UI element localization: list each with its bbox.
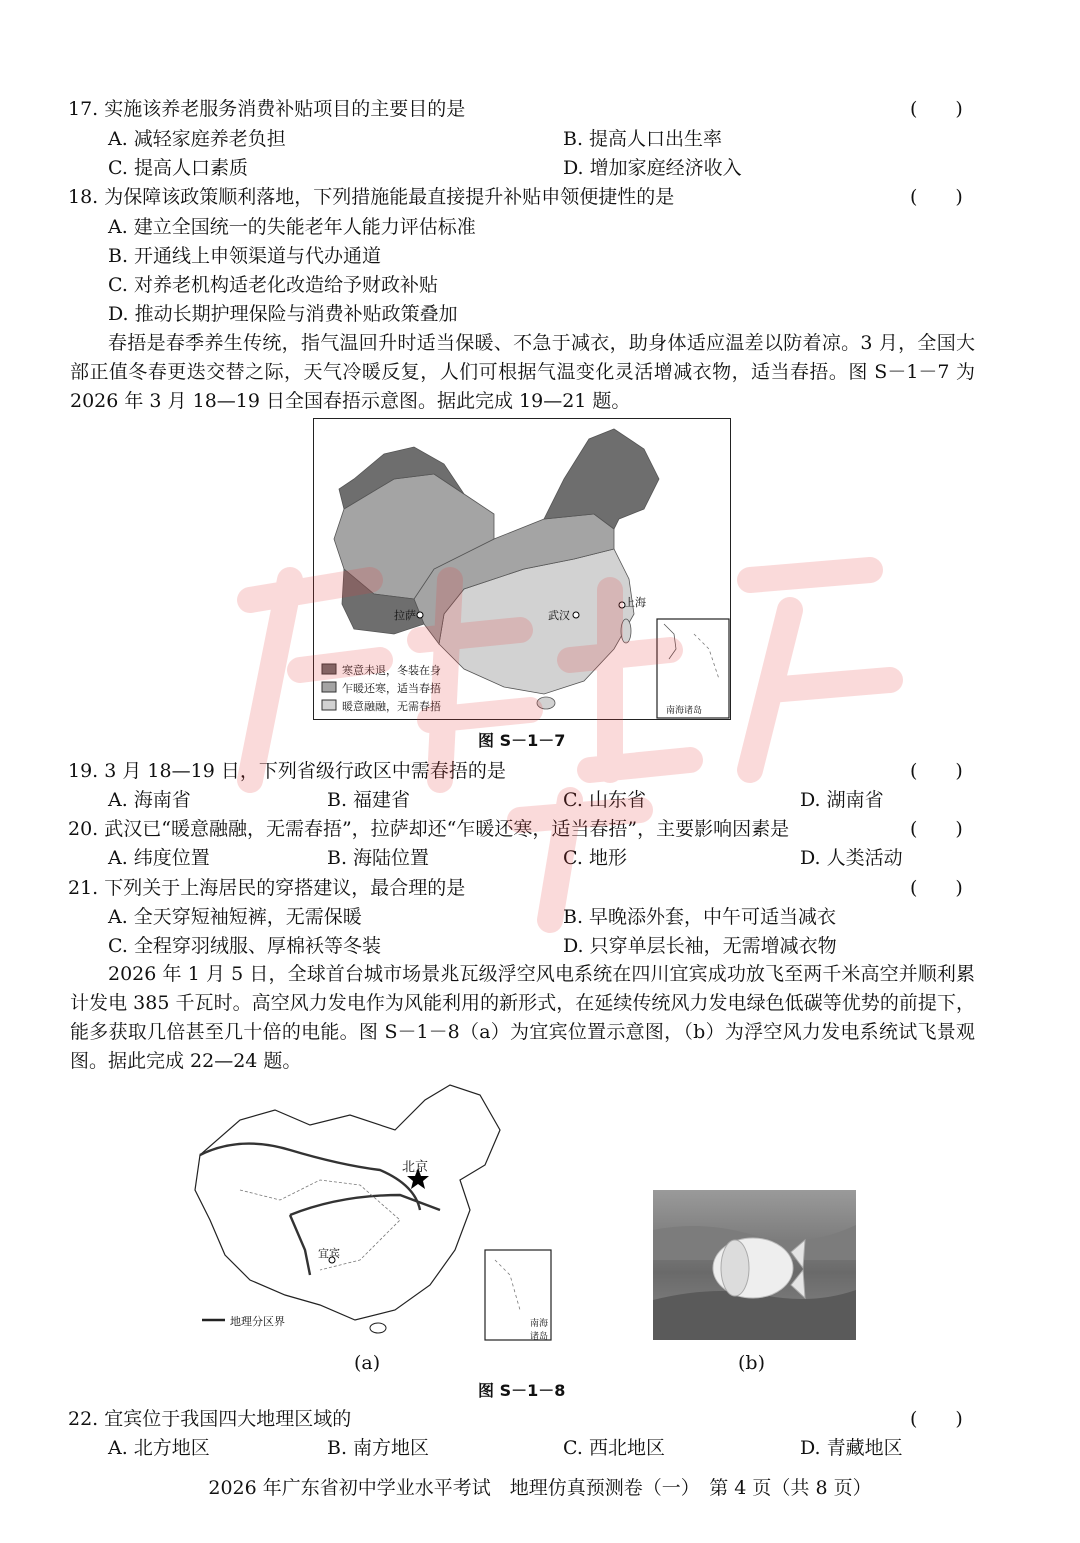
q18-option-b: B. 开通线上申领渠道与代办通道 <box>108 245 382 267</box>
q19-option-c: C. 山东省 <box>563 789 646 811</box>
figure-7-caption: 图 S－1－7 <box>478 731 566 750</box>
map-hainan <box>537 697 555 709</box>
q22-answer-paren: ( ) <box>910 1408 963 1430</box>
figure-8b-label: (b) <box>738 1352 765 1374</box>
legend-mild: 乍暖还寒，适当春捂 <box>342 682 441 695</box>
city-wuhan-dot <box>573 612 579 618</box>
figure-8-caption: 图 S－1－8 <box>478 1381 566 1400</box>
q19-option-d: D. 湖南省 <box>800 789 884 811</box>
turbine-duct <box>721 1240 749 1296</box>
china-outline <box>195 1085 500 1320</box>
q20-answer-paren: ( ) <box>910 818 963 840</box>
legend-swatch-cold <box>322 664 336 674</box>
q22-option-b: B. 南方地区 <box>327 1437 430 1459</box>
floating-turbine-scene <box>653 1190 856 1340</box>
legend-swatch-warm <box>322 700 336 710</box>
q21-option-b: B. 早晚添外套，中午可适当减衣 <box>563 906 837 928</box>
figure-8a-map <box>180 1080 560 1345</box>
city-lhasa-dot <box>417 612 423 618</box>
q17-option-c: C. 提高人口素质 <box>108 157 248 179</box>
inset-label-8a: 南海诸岛 <box>530 1319 549 1342</box>
china-region-map <box>180 1080 560 1345</box>
q17-option-b: B. 提高人口出生率 <box>563 128 723 150</box>
figure-8a-label: (a) <box>354 1352 381 1374</box>
q18-option-d: D. 推动长期护理保险与消费补贴政策叠加 <box>108 303 458 325</box>
map-taiwan <box>621 619 631 643</box>
q18-stem: 18. 为保障该政策顺利落地，下列措施能最直接提升补贴申领便捷性的是 <box>68 186 675 208</box>
q20-option-c: C. 地形 <box>563 847 627 869</box>
q21-stem: 21. 下列关于上海居民的穿搭建议，最合理的是 <box>68 877 466 899</box>
q19-option-a: A. 海南省 <box>108 789 191 811</box>
passage-floating-wind: 2026 年 1 月 5 日，全球首台城市场景兆瓦级浮空风电系统在四川宜宾成功放飞至两千米高空并顺利累计发电 385 千瓦时。高空风力发电作为风能利用的新形式，在延续传统风力发电绿色低碳等优势的前提下，能多获取几倍甚至几十倍的电能。图 S－1－8（a）为宜宾位置示意图，（b）为浮空风力发电系统试飞景观图。据此完成 22—24 题。 <box>70 963 975 1072</box>
legend-boundary-label: 地理分区界 <box>230 1315 285 1328</box>
q22-option-a: A. 北方地区 <box>108 1437 210 1459</box>
label-beijing: 北京 <box>402 1160 429 1175</box>
inset-label: 南海诸岛 <box>666 706 703 716</box>
q21-option-a: A. 全天穿短袖短裤，无需保暖 <box>108 906 362 928</box>
label-wuhan: 武汉 <box>548 609 570 622</box>
q17-option-a: A. 减轻家庭养老负担 <box>108 128 286 150</box>
hainan-island <box>370 1323 386 1333</box>
q17-option-d: D. 增加家庭经济收入 <box>563 157 742 179</box>
passage-spring-warmth: 春捂是春季养生传统，指气温回升时适当保暖、不急于减衣，助身体适应温差以防着凉。3 月，全国大部正值冬春更迭交替之际，天气冷暖反复，人们可根据气温变化灵活增减衣物，适当春捂。图 S－1－7 为 2026 年 3 月 18—19 日全国春捂示意图。据此完成 19—21 题。 <box>70 332 975 412</box>
legend-swatch-mild <box>322 682 336 692</box>
label-yibin: 宜宾 <box>318 1247 340 1260</box>
q21-answer-paren: ( ) <box>910 877 963 899</box>
legend-cold: 寒意未退，冬装在身 <box>342 664 441 677</box>
figure-7-map <box>313 418 731 720</box>
q21-option-c: C. 全程穿羽绒服、厚棉袄等冬装 <box>108 935 381 957</box>
q20-stem: 20. 武汉已“暖意融融，无需春捂”，拉萨却还“乍暖还寒，适当春捂”，主要影响因素是 <box>68 818 790 840</box>
q19-option-b: B. 福建省 <box>327 789 411 811</box>
q22-stem: 22. 宜宾位于我国四大地理区域的 <box>68 1408 352 1430</box>
q17-answer-paren: ( ) <box>910 98 963 120</box>
q17-stem: 17. 实施该养老服务消费补贴项目的主要目的是 <box>68 98 466 120</box>
q20-option-d: D. 人类活动 <box>800 847 903 869</box>
q22-option-c: C. 西北地区 <box>563 1437 665 1459</box>
q19-answer-paren: ( ) <box>910 760 963 782</box>
map-region-cold-northeast <box>544 429 659 529</box>
q18-option-a: A. 建立全国统一的失能老年人能力评估标准 <box>108 216 476 238</box>
q19-stem: 19. 3 月 18—19 日，下列省级行政区中需春捂的是 <box>68 760 506 782</box>
figure-8b-photo <box>653 1190 856 1340</box>
q20-option-a: A. 纬度位置 <box>108 847 210 869</box>
page-footer: 2026 年广东省初中学业水平考试 地理仿真预测卷（一） 第 4 页（共 8 页） <box>208 1477 872 1499</box>
label-lhasa: 拉萨 <box>394 609 416 622</box>
q22-option-d: D. 青藏地区 <box>800 1437 903 1459</box>
q18-option-c: C. 对养老机构适老化改造给予财政补贴 <box>108 274 438 296</box>
q18-answer-paren: ( ) <box>910 186 963 208</box>
q20-option-b: B. 海陆位置 <box>327 847 430 869</box>
q21-option-d: D. 只穿单层长袖，无需增减衣物 <box>563 935 837 957</box>
legend-warm: 暖意融融，无需春捂 <box>342 700 441 713</box>
label-shanghai: 上海 <box>624 596 646 609</box>
